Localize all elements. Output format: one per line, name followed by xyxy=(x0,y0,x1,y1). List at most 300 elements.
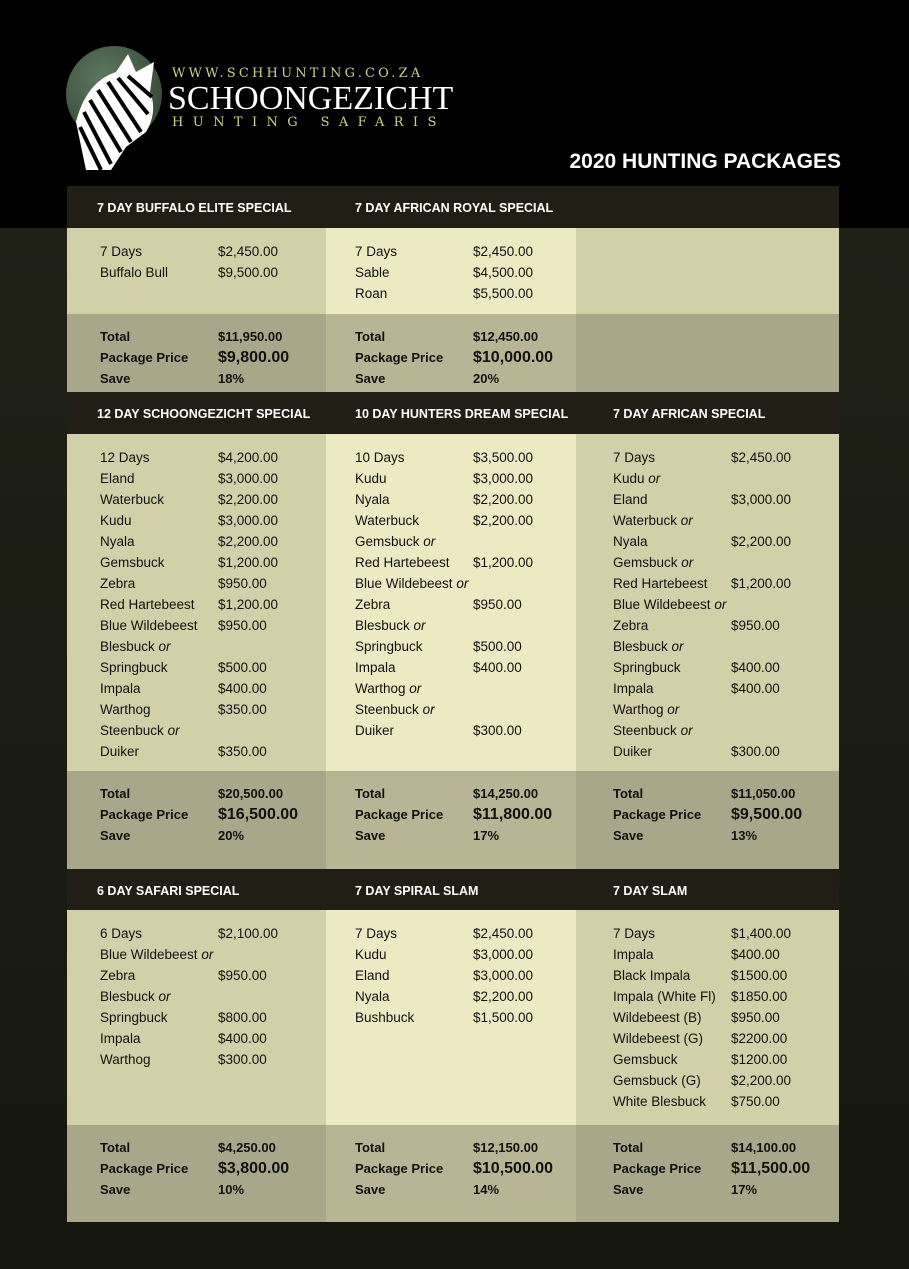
item-label xyxy=(613,450,731,465)
package-item xyxy=(67,741,326,762)
item-price: $2,200.00 xyxy=(473,989,534,1004)
item-label xyxy=(355,618,473,633)
item-name: Bushbuck xyxy=(355,1010,415,1025)
item-name: Blue Wildebeest xyxy=(100,618,198,633)
totals-row xyxy=(576,783,839,804)
package-price-label: Package Price xyxy=(355,807,444,822)
package-item xyxy=(576,489,839,510)
or-label: or xyxy=(413,618,426,633)
package-items xyxy=(67,910,326,1125)
package-totals xyxy=(326,771,576,869)
logo xyxy=(64,44,464,169)
item-label xyxy=(100,618,218,633)
package-items xyxy=(576,228,839,314)
package-title: 7 DAY SPIRAL SLAM xyxy=(326,869,576,910)
item-label xyxy=(355,660,473,675)
item-label xyxy=(355,244,473,259)
item-label xyxy=(613,555,731,570)
package-item xyxy=(67,1007,326,1028)
package-item xyxy=(326,699,576,720)
item-price: $1,200.00 xyxy=(473,555,534,570)
package-item xyxy=(326,636,576,657)
save-value: 17% xyxy=(731,1182,758,1197)
totals-row xyxy=(67,783,326,804)
save-label: Save xyxy=(613,1182,644,1197)
totals-row xyxy=(326,1137,576,1158)
item-label xyxy=(355,555,473,570)
item-name: Warthog xyxy=(613,702,664,717)
item-label xyxy=(613,534,731,549)
save-label: Save xyxy=(100,1182,131,1197)
item-label xyxy=(100,450,218,465)
item-price: $400.00 xyxy=(218,681,267,696)
item-label xyxy=(613,702,731,717)
item-price: $2,450.00 xyxy=(473,244,534,259)
package-item xyxy=(326,986,576,1007)
package-item xyxy=(67,657,326,678)
item-price: $1,200.00 xyxy=(731,576,792,591)
package-totals xyxy=(326,314,576,392)
package-item xyxy=(576,699,839,720)
package-price-label: Package Price xyxy=(100,350,189,365)
package-item xyxy=(326,594,576,615)
item-label xyxy=(613,989,731,1004)
item-name: Blesbuck xyxy=(100,639,155,654)
item-name: Gemsbuck xyxy=(613,1052,678,1067)
total-value: $14,250.00 xyxy=(473,786,539,801)
item-price: $950.00 xyxy=(473,597,522,612)
package-price-label: Package Price xyxy=(613,807,702,822)
package-title: 12 DAY SCHOONGEZICHT SPECIAL xyxy=(67,392,326,434)
item-name: Red Hartebeest xyxy=(355,555,450,570)
item-label xyxy=(355,723,473,738)
package-item xyxy=(326,531,576,552)
totals-row xyxy=(326,1158,576,1179)
packages-table xyxy=(67,186,839,1222)
item-name: Blesbuck xyxy=(355,618,410,633)
item-name: Kudu xyxy=(100,513,132,528)
package-item xyxy=(67,720,326,741)
item-label xyxy=(100,576,218,591)
package-item xyxy=(67,965,326,986)
save-label: Save xyxy=(100,371,131,386)
item-label xyxy=(355,702,473,717)
item-name: 7 Days xyxy=(355,926,398,941)
or-label: or xyxy=(680,723,693,738)
item-price: $3,000.00 xyxy=(473,968,534,983)
item-label xyxy=(355,597,473,612)
item-name: Eland xyxy=(613,492,648,507)
package-item xyxy=(326,923,576,944)
totals-row xyxy=(326,326,576,347)
package-item xyxy=(576,923,839,944)
item-name: Zebra xyxy=(100,576,136,591)
package-item xyxy=(326,615,576,636)
item-name: Blesbuck xyxy=(100,989,155,1004)
item-price: $1500.00 xyxy=(731,968,788,983)
totals-row xyxy=(67,1158,326,1179)
total-value: $12,450.00 xyxy=(473,329,539,344)
item-name: Impala xyxy=(100,1031,141,1046)
package-item xyxy=(326,720,576,741)
item-label xyxy=(355,681,473,696)
package-item xyxy=(67,262,326,283)
item-name: Duiker xyxy=(100,744,140,759)
save-value: 17% xyxy=(473,828,500,843)
item-name: Sable xyxy=(355,265,390,280)
total-value: $11,050.00 xyxy=(731,786,796,801)
package-item xyxy=(67,986,326,1007)
item-price: $3,500.00 xyxy=(473,450,534,465)
or-label: or xyxy=(648,471,661,486)
item-price: $3,000.00 xyxy=(218,471,279,486)
item-label xyxy=(100,702,218,717)
item-label xyxy=(613,471,731,486)
package-price-label: Package Price xyxy=(100,1161,189,1176)
or-label: or xyxy=(680,513,693,528)
total-label: Total xyxy=(355,1140,386,1155)
totals-row xyxy=(67,347,326,368)
item-name: Red Hartebeest xyxy=(613,576,708,591)
item-label xyxy=(355,968,473,983)
package-item xyxy=(326,241,576,262)
item-price: $350.00 xyxy=(218,702,267,717)
item-label xyxy=(100,723,218,738)
item-label xyxy=(355,576,473,591)
package-item xyxy=(576,657,839,678)
total-value: $12,150.00 xyxy=(473,1140,539,1155)
item-price: $2,200.00 xyxy=(731,534,792,549)
item-name: Kudu xyxy=(355,947,387,962)
item-label xyxy=(100,926,218,941)
package-price-label: Package Price xyxy=(355,350,444,365)
item-label xyxy=(613,618,731,633)
item-label xyxy=(613,723,731,738)
item-price: $950.00 xyxy=(218,968,267,983)
item-label xyxy=(613,1010,731,1025)
total-value: $4,250.00 xyxy=(218,1140,276,1155)
package-item xyxy=(576,1028,839,1049)
item-name: Wildebeest (B) xyxy=(613,1010,702,1025)
item-price: $400.00 xyxy=(731,660,780,675)
package-items xyxy=(326,228,576,314)
package-item xyxy=(576,965,839,986)
item-label xyxy=(613,947,731,962)
total-label: Total xyxy=(100,786,131,801)
item-label xyxy=(100,744,218,759)
item-name: Waterbuck xyxy=(100,492,165,507)
totals-row xyxy=(326,368,576,389)
package-item xyxy=(326,678,576,699)
item-name: Duiker xyxy=(355,723,395,738)
package-items xyxy=(576,434,839,771)
item-name: Steenbuck xyxy=(355,702,419,717)
item-label xyxy=(355,450,473,465)
totals-row xyxy=(326,825,576,846)
package-items xyxy=(576,910,839,1125)
item-price: $2,450.00 xyxy=(473,926,534,941)
package-price-label: Package Price xyxy=(100,807,189,822)
item-label xyxy=(100,265,218,280)
item-name: Nyala xyxy=(100,534,135,549)
package-price-value: $3,800.00 xyxy=(218,1159,290,1177)
item-label xyxy=(613,1031,731,1046)
package-item xyxy=(326,262,576,283)
package-item xyxy=(67,573,326,594)
package-totals xyxy=(67,771,326,869)
item-name: Waterbuck xyxy=(613,513,678,528)
or-label: or xyxy=(456,576,469,591)
item-name: Blue Wildebeest xyxy=(355,576,453,591)
item-name: Duiker xyxy=(613,744,653,759)
or-label: or xyxy=(423,534,436,549)
package-price-value: $10,500.00 xyxy=(473,1159,554,1177)
package-item xyxy=(67,489,326,510)
totals-row xyxy=(326,1179,576,1200)
package-item xyxy=(326,468,576,489)
total-label: Total xyxy=(355,786,386,801)
totals-row xyxy=(576,825,839,846)
item-label xyxy=(355,513,473,528)
totals-row xyxy=(67,825,326,846)
totals-row xyxy=(576,804,839,825)
totals-row xyxy=(67,368,326,389)
package-totals xyxy=(67,314,326,392)
package-item xyxy=(67,447,326,468)
package-item xyxy=(576,986,839,1007)
item-label xyxy=(613,492,731,507)
item-name: 7 Days xyxy=(613,450,656,465)
item-price: $400.00 xyxy=(731,947,780,962)
item-price: $1,200.00 xyxy=(218,555,279,570)
item-name: Zebra xyxy=(100,968,136,983)
package-item xyxy=(67,241,326,262)
item-price: $1850.00 xyxy=(731,989,788,1004)
item-price: $2,200.00 xyxy=(218,534,279,549)
package-items xyxy=(326,434,576,771)
save-label: Save xyxy=(613,828,644,843)
item-name: Impala xyxy=(100,681,141,696)
or-label: or xyxy=(667,702,680,717)
item-name: Kudu xyxy=(613,471,649,486)
item-price: $950.00 xyxy=(731,618,780,633)
package-title: 10 DAY HUNTERS DREAM SPECIAL xyxy=(326,392,576,434)
package-item xyxy=(576,678,839,699)
item-name: Springbuck xyxy=(613,660,681,675)
item-label xyxy=(613,1073,731,1088)
website-url[interactable]: WWW.SCHHUNTING.CO.ZA xyxy=(172,66,424,81)
package-price-value: $11,500.00 xyxy=(731,1159,811,1177)
item-name: Kudu xyxy=(355,471,387,486)
item-name: 7 Days xyxy=(613,926,656,941)
package-item xyxy=(576,1049,839,1070)
item-label xyxy=(355,639,473,654)
item-name: Red Hartebeest xyxy=(100,597,195,612)
item-name: Impala xyxy=(613,947,654,962)
item-price: $9,500.00 xyxy=(218,265,279,280)
item-price: $4,500.00 xyxy=(473,265,534,280)
item-price: $3,000.00 xyxy=(473,947,534,962)
item-label xyxy=(100,968,218,983)
item-label xyxy=(613,1052,731,1067)
item-name: Steenbuck xyxy=(100,723,164,738)
package-item xyxy=(67,944,326,965)
item-name: Gemsbuck xyxy=(100,555,165,570)
package-item xyxy=(326,944,576,965)
package-item xyxy=(576,1070,839,1091)
package-item xyxy=(576,447,839,468)
item-label xyxy=(355,947,473,962)
package-item xyxy=(576,573,839,594)
save-value: 13% xyxy=(731,828,758,843)
item-name: Impala (White Fl) xyxy=(613,989,716,1004)
package-item xyxy=(67,1028,326,1049)
package-item xyxy=(67,594,326,615)
total-label: Total xyxy=(100,329,131,344)
totals-row xyxy=(67,1179,326,1200)
item-price: $2200.00 xyxy=(731,1031,788,1046)
item-label xyxy=(355,492,473,507)
item-label xyxy=(355,265,473,280)
item-label xyxy=(355,471,473,486)
item-name: Roan xyxy=(355,286,388,301)
package-totals xyxy=(67,1125,326,1222)
item-label xyxy=(613,576,731,591)
item-label xyxy=(100,534,218,549)
package-price-value: $9,800.00 xyxy=(218,348,290,366)
package-price-label: Package Price xyxy=(355,1161,444,1176)
total-value: $20,500.00 xyxy=(218,786,284,801)
item-name: Eland xyxy=(355,968,390,983)
item-price: $400.00 xyxy=(218,1031,267,1046)
or-label: or xyxy=(671,639,684,654)
totals-row xyxy=(67,1137,326,1158)
item-label xyxy=(355,1010,473,1025)
item-label xyxy=(613,513,731,528)
package-item xyxy=(326,489,576,510)
save-label: Save xyxy=(100,828,131,843)
item-label xyxy=(355,286,473,301)
total-label: Total xyxy=(355,329,386,344)
item-price: $300.00 xyxy=(731,744,780,759)
item-name: Impala xyxy=(613,681,654,696)
package-items xyxy=(67,228,326,314)
item-name: Nyala xyxy=(355,492,390,507)
item-label xyxy=(100,1052,218,1067)
item-price: $2,200.00 xyxy=(473,513,534,528)
item-name: Impala xyxy=(355,660,396,675)
package-item xyxy=(326,447,576,468)
total-label: Total xyxy=(613,1140,644,1155)
package-item xyxy=(576,510,839,531)
package-item xyxy=(576,615,839,636)
totals-row xyxy=(326,347,576,368)
item-label xyxy=(355,989,473,1004)
item-price: $2,100.00 xyxy=(218,926,279,941)
package-items xyxy=(67,434,326,771)
item-name: Gemsbuck (G) xyxy=(613,1073,701,1088)
totals-row xyxy=(67,326,326,347)
item-name: Gemsbuck xyxy=(613,555,678,570)
package-item xyxy=(326,965,576,986)
package-item xyxy=(67,510,326,531)
package-price-value: $10,000.00 xyxy=(473,348,554,366)
item-label xyxy=(100,597,218,612)
item-label xyxy=(613,660,731,675)
item-label xyxy=(613,926,731,941)
item-label xyxy=(100,1031,218,1046)
item-price: $2,200.00 xyxy=(473,492,534,507)
item-name: Gemsbuck xyxy=(355,534,420,549)
package-price-label: Package Price xyxy=(613,1161,702,1176)
item-price: $3,000.00 xyxy=(218,513,279,528)
or-label: or xyxy=(422,702,435,717)
item-label xyxy=(613,681,731,696)
total-label: Total xyxy=(100,1140,131,1155)
item-label xyxy=(100,492,218,507)
item-price: $3,000.00 xyxy=(731,492,792,507)
package-totals xyxy=(576,1125,839,1222)
package-item xyxy=(326,283,576,304)
brand-tagline: HUNTING SAFARIS xyxy=(172,115,446,130)
item-label xyxy=(613,1094,731,1109)
item-name: Nyala xyxy=(355,989,390,1004)
total-label: Total xyxy=(613,786,644,801)
or-label: or xyxy=(714,597,727,612)
package-item xyxy=(67,923,326,944)
item-label xyxy=(100,947,218,962)
package-price-value: $9,500.00 xyxy=(731,805,803,823)
package-item xyxy=(576,1007,839,1028)
save-value: 20% xyxy=(218,828,245,843)
item-price: $400.00 xyxy=(473,660,522,675)
item-label xyxy=(613,639,731,654)
item-price: $4,200.00 xyxy=(218,450,279,465)
package-item xyxy=(326,1007,576,1028)
package-item xyxy=(326,552,576,573)
package-totals xyxy=(576,771,839,869)
item-label xyxy=(613,744,731,759)
item-name: Blue Wildebeest xyxy=(100,947,198,962)
package-item xyxy=(67,636,326,657)
item-name: 7 Days xyxy=(100,244,143,259)
package-item xyxy=(576,594,839,615)
item-name: Springbuck xyxy=(355,639,423,654)
save-value: 18% xyxy=(218,371,245,386)
item-price: $950.00 xyxy=(731,1010,780,1025)
item-label xyxy=(100,513,218,528)
brand-name: SCHOONGEZICHT xyxy=(168,80,454,117)
or-label: or xyxy=(409,681,422,696)
package-item xyxy=(67,1049,326,1070)
item-price: $500.00 xyxy=(473,639,522,654)
item-price: $300.00 xyxy=(218,1052,267,1067)
or-label: or xyxy=(681,555,694,570)
item-label xyxy=(100,989,218,1004)
item-price: $1,400.00 xyxy=(731,926,792,941)
item-label xyxy=(613,968,731,983)
item-price: $1200.00 xyxy=(731,1052,788,1067)
item-price: $800.00 xyxy=(218,1010,267,1025)
package-item xyxy=(67,678,326,699)
package-title: 7 DAY SLAM xyxy=(576,869,839,910)
item-label xyxy=(100,660,218,675)
totals-row xyxy=(576,1179,839,1200)
totals-row xyxy=(576,1137,839,1158)
totals-row xyxy=(67,804,326,825)
item-label xyxy=(355,926,473,941)
item-name: Buffalo Bull xyxy=(100,265,169,280)
